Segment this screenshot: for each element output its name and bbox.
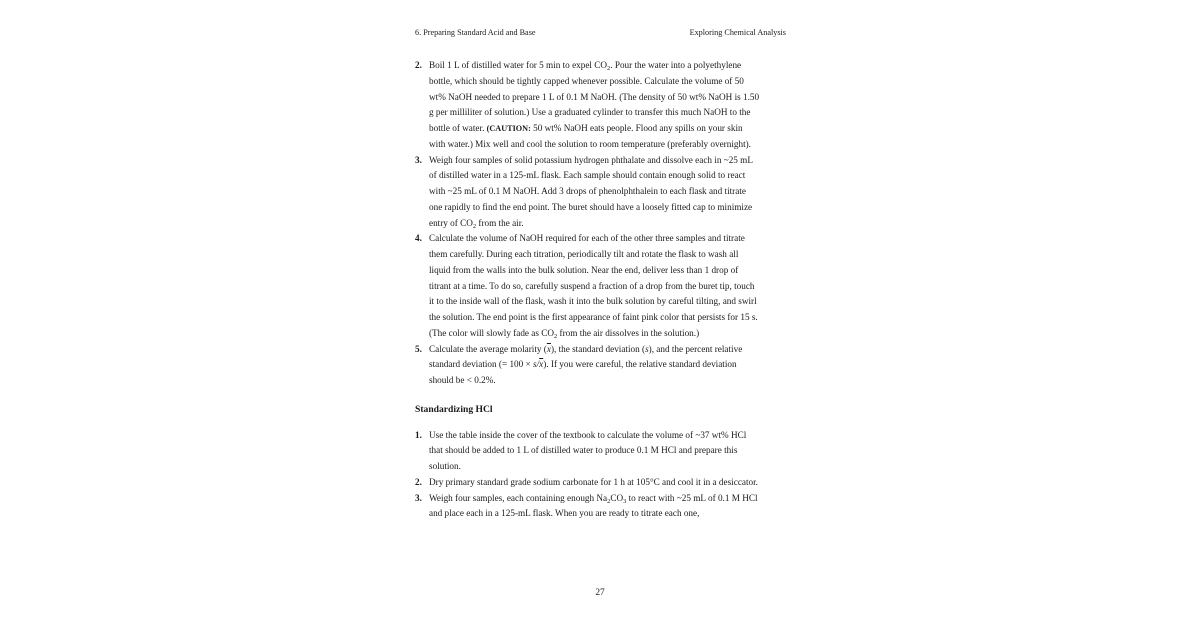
step-text: to react with ~25 mL of 0.1 M HCl and place each in a 125-mL flask. When you are ready to titrate each one, xyxy=(429,492,758,519)
step-text: Use the table inside the cover of the textbook to calculate the volume of ~37 wt% HCl that should be added to 1 L of distilled water to produce 0.1 M HCl and prepare this solution. xyxy=(429,429,747,471)
subscript: 3 xyxy=(623,497,627,505)
page-content xyxy=(415,58,760,522)
hcl-procedure-list xyxy=(415,428,760,523)
caution-label: (CAUTION: xyxy=(486,124,531,133)
step-number: 3. xyxy=(415,154,422,165)
step-text: CO xyxy=(610,492,624,503)
step-text: Weigh four samples, each containing enough Na xyxy=(429,492,608,503)
std-dev-symbol: s xyxy=(645,343,649,354)
subscript: 2 xyxy=(607,65,611,72)
slash: / xyxy=(536,359,540,370)
std-dev-symbol: s xyxy=(533,359,537,370)
page-number: 27 xyxy=(595,588,605,598)
list-item xyxy=(415,475,760,491)
step-text: ), and the percent relative standard deviation (= 100 × xyxy=(429,343,743,370)
list-item xyxy=(415,153,760,232)
step-text: from the air dissolves in the solution.) xyxy=(557,327,700,338)
mean-symbol: $\overline{x}$ xyxy=(539,359,544,370)
mean-symbol: $\overline{x}$ xyxy=(546,343,551,354)
subscript: 2 xyxy=(554,332,558,340)
list-item xyxy=(415,428,760,475)
step-text: from the air. xyxy=(476,217,524,228)
step-number: 2. xyxy=(415,476,422,487)
step-text: Calculate the volume of NaOH required for each of the other three samples and titrate them carefully. During each titration, periodically tilt and rotate the flask to wash all liquid from the walls into the bulk solution. Near the end, deliver less than 1 drop of titrant at a time. To do so, carefully suspend a fraction of a drop from the buret tip, touch it to the inside wall of the flask, wash it into the bulk solution by careful tilting, and swirl the solution. The end point is the first appearance of faint pink color that persists for 15 s. (The color will slowly fade as CO xyxy=(429,233,758,338)
step-number: 5. xyxy=(415,343,422,354)
step-number: 3. xyxy=(415,492,422,503)
step-text: Dry primary standard grade sodium carbonate for 1 h at 105°C and cool it in a desiccator. xyxy=(429,476,758,487)
subscript: 2 xyxy=(472,222,477,230)
step-text: ). If you were careful, the relative standard deviation should be < 0.2%. xyxy=(429,359,737,385)
step-text: Calculate the average molarity ( xyxy=(429,343,547,354)
book-title: Exploring Chemical Analysis xyxy=(689,28,786,37)
chapter-title: 6. Preparing Standard Acid and Base xyxy=(415,28,536,37)
section-heading: Standardizing HCl xyxy=(415,403,493,415)
step-text: Boil 1 L of distilled water for 5 min to expel CO xyxy=(429,60,608,70)
step-text: . Pour the water into a polyethylene bottle, which should be tightly capped whenever possible. Calculate the volume of 50 wt% NaOH needed to prepare 1 L of 0.1 M NaOH. (The density of 50 wt% NaOH is 1.50 g per milliliter of solution.) Use a graduated cylinder to transfer this much NaOH to the bottle of water. xyxy=(429,60,760,133)
step-number: 2. xyxy=(415,60,422,70)
step-text: 50 wt% NaOH eats people. Flood any spills on your skin with water.) Mix well and cool the solution to room temperature (preferably overnight). xyxy=(429,123,751,149)
list-item xyxy=(415,491,760,523)
step-number: 4. xyxy=(415,233,422,244)
list-item xyxy=(415,58,760,153)
list-item xyxy=(415,231,760,341)
subscript: 2 xyxy=(607,497,611,505)
naoh-procedure-list xyxy=(415,58,760,389)
list-item xyxy=(415,342,760,389)
step-text: Weigh four samples of solid potassium hydrogen phthalate and dissolve each in ~25 mL of distilled water in a 125-mL flask. Each sample should contain enough solid to react with ~25 mL of 0.1 M NaOH. Add 3 drops of phenolphthalein to each flask and titrate one rapidly to find the end point. The buret should have a loosely fitted cap to minimize entry of CO xyxy=(429,154,753,228)
step-number: 1. xyxy=(415,429,422,440)
step-text: ), the standard deviation ( xyxy=(550,343,646,354)
